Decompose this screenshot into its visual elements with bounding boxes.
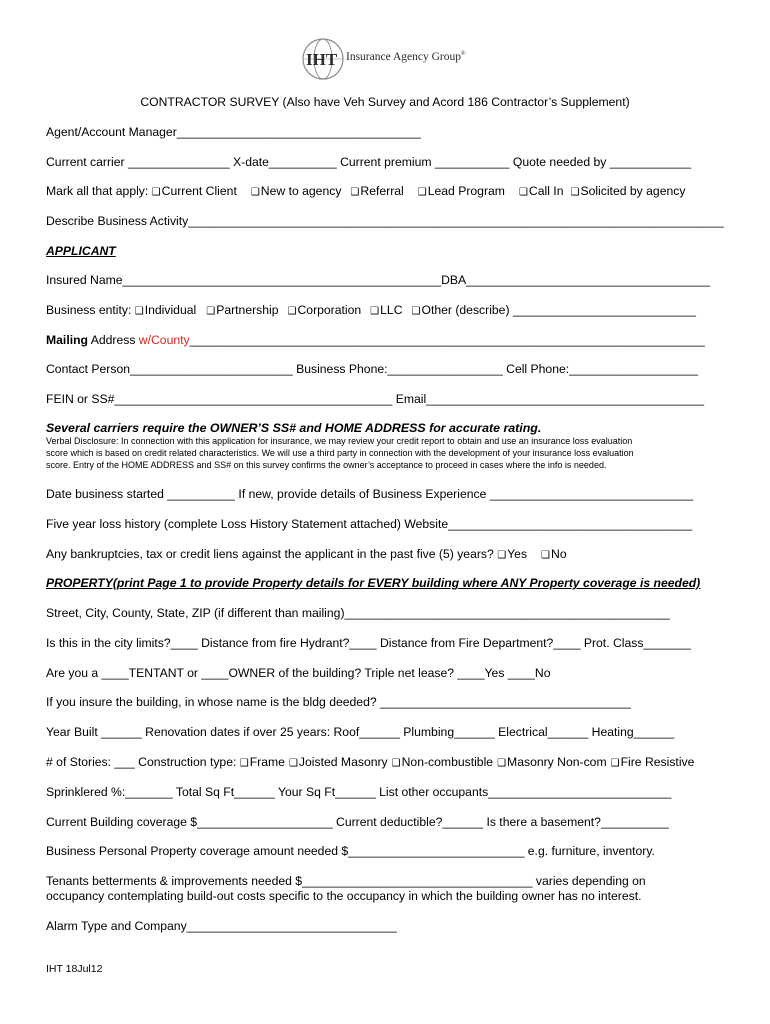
verbal-disclosure-2: score which is based on credit related characteristics. We will use a third party in connection with the development of your insurance loss evaluation: [46, 448, 634, 458]
several-carriers-note: Several carriers require the OWNER’S SS# and HOME ADDRESS for accurate rating.: [46, 421, 542, 435]
checkbox-yes[interactable]: ❑Yes: [497, 547, 528, 561]
fein-row[interactable]: FEIN or SS#_________________________________________ Email_________________________________________: [46, 392, 705, 406]
applicant-heading: APPLICANT: [46, 244, 116, 258]
form-footer: IHT 18Jul12: [46, 963, 103, 975]
checkbox-new-to-agency[interactable]: ❑New to agency: [250, 184, 342, 198]
bankruptcy-row: Any bankruptcies, tax or credit liens against the applicant in the past five (5) years? ❑Yes ❑No: [46, 547, 567, 561]
property-heading: PROPERTY(print Page 1 to provide Property details for EVERY building where ANY Property coverage is needed): [46, 576, 701, 590]
checkbox-llc[interactable]: ❑LLC: [370, 303, 403, 317]
checkbox-call-in[interactable]: ❑Call In: [518, 184, 564, 198]
date-started-row[interactable]: Date business started __________ If new, provide details of Business Experience ______________________________: [46, 487, 694, 501]
describe-field[interactable]: Describe Business Activity_______________________________________________________________________________: [46, 214, 724, 228]
county-note: w/County: [138, 333, 190, 347]
tenants-betterments-row[interactable]: Tenants betterments & improvements needed $__________________________________ varies depending on: [46, 874, 646, 888]
street-row[interactable]: Street, City, County, State, ZIP (if different than mailing)________________________________________________: [46, 606, 670, 620]
checkbox-current-client[interactable]: ❑Current Client: [151, 184, 237, 198]
checkbox-solicited[interactable]: ❑Solicited by agency: [570, 184, 686, 198]
tenant-owner-row[interactable]: Are you a ____TENTANT or ____OWNER of the building? Triple net lease? ____Yes ____No: [46, 666, 551, 680]
checkbox-partnership[interactable]: ❑Partnership: [206, 303, 279, 317]
checkbox-non-combustible[interactable]: ❑Non-combustible: [391, 755, 494, 769]
checkbox-masonry-non-com[interactable]: ❑Masonry Non-com: [497, 755, 607, 769]
loss-history-row[interactable]: Five year loss history (complete Loss History Statement attached) Website____________________________________: [46, 517, 693, 531]
iht-logo: [298, 34, 478, 84]
bpp-row[interactable]: Business Personal Property coverage amount needed $__________________________ e.g. furniture, inventory.: [46, 844, 655, 858]
building-coverage-row[interactable]: Current Building coverage $____________________ Current deductible?______ Is there a basement?__________: [46, 815, 669, 829]
city-limits-row[interactable]: Is this in the city limits?____ Distance from fire Hydrant?____ Distance from Fire Department?____ Prot. Class_______: [46, 636, 691, 650]
contact-row[interactable]: Contact Person________________________ Business Phone:_________________ Cell Phone:___________________: [46, 362, 698, 376]
year-built-row[interactable]: Year Built ______ Renovation dates if over 25 years: Roof______ Plumbing______ Electrical______ Heating______: [46, 725, 675, 739]
checkbox-frame[interactable]: ❑Frame: [239, 755, 285, 769]
deed-name-row[interactable]: If you insure the building, in whose name is the bldg deeded? _____________________________________: [46, 695, 631, 709]
logo-name: Insurance Agency Group®: [346, 51, 466, 63]
entity-row: Business entity: ❑Individual ❑Partnership ❑Corporation ❑LLC ❑Other (describe) ___________________________: [46, 303, 696, 317]
logo-mark-text: IHT: [306, 50, 338, 69]
checkbox-corporation[interactable]: ❑Corporation: [287, 303, 362, 317]
checkbox-individual[interactable]: ❑Individual: [134, 303, 197, 317]
tenants-betterments-note: occupancy contemplating build-out costs specific to the occupancy in which the building owner has no interest.: [46, 889, 642, 903]
mailing-row[interactable]: Mailing Address w/County____________________________________________________________________________: [46, 333, 705, 347]
insured-row[interactable]: Insured Name_______________________________________________DBA____________________________________: [46, 273, 711, 287]
mark-all-row: [46, 184, 685, 200]
checkbox-other[interactable]: ❑Other (describe) ___________________________: [411, 303, 696, 317]
verbal-disclosure-3: score. Entry of the HOME ADDRESS and SS# on this survey confirms the owner’s acceptance to proceed in cases where the info is needed.: [46, 460, 607, 470]
checkbox-no[interactable]: ❑No: [541, 547, 567, 561]
verbal-disclosure-1: Verbal Disclosure: In connection with this application for insurance, we may review your credit report to obtain and use an insurance loss evaluation: [46, 436, 633, 446]
mark-all-label: Mark all that apply:: [46, 184, 152, 198]
checkbox-fire-resistive[interactable]: ❑Fire Resistive: [610, 755, 695, 769]
checkbox-lead-program[interactable]: ❑Lead Program: [417, 184, 505, 198]
alarm-row[interactable]: Alarm Type and Company_______________________________: [46, 919, 397, 933]
agent-field[interactable]: Agent/Account Manager____________________________________: [46, 125, 421, 139]
checkbox-referral[interactable]: ❑Referral: [350, 184, 404, 198]
construction-row: # of Stories: ___ Construction type: ❑Frame ❑Joisted Masonry ❑Non-combustible ❑Masonry Non-com ❑Fire Resistive: [46, 755, 695, 769]
logo-globe-icon: [298, 34, 348, 84]
sprinklered-row[interactable]: Sprinklered %:_______ Total Sq Ft______ Your Sq Ft______ List other occupants___________________________: [46, 785, 672, 799]
page-title: CONTRACTOR SURVEY (Also have Veh Survey and Acord 186 Contractor’s Supplement): [140, 95, 630, 109]
carrier-row[interactable]: Current carrier _______________ X-date__________ Current premium ___________ Quote needed by ____________: [46, 155, 692, 169]
checkbox-joisted-masonry[interactable]: ❑Joisted Masonry: [288, 755, 388, 769]
